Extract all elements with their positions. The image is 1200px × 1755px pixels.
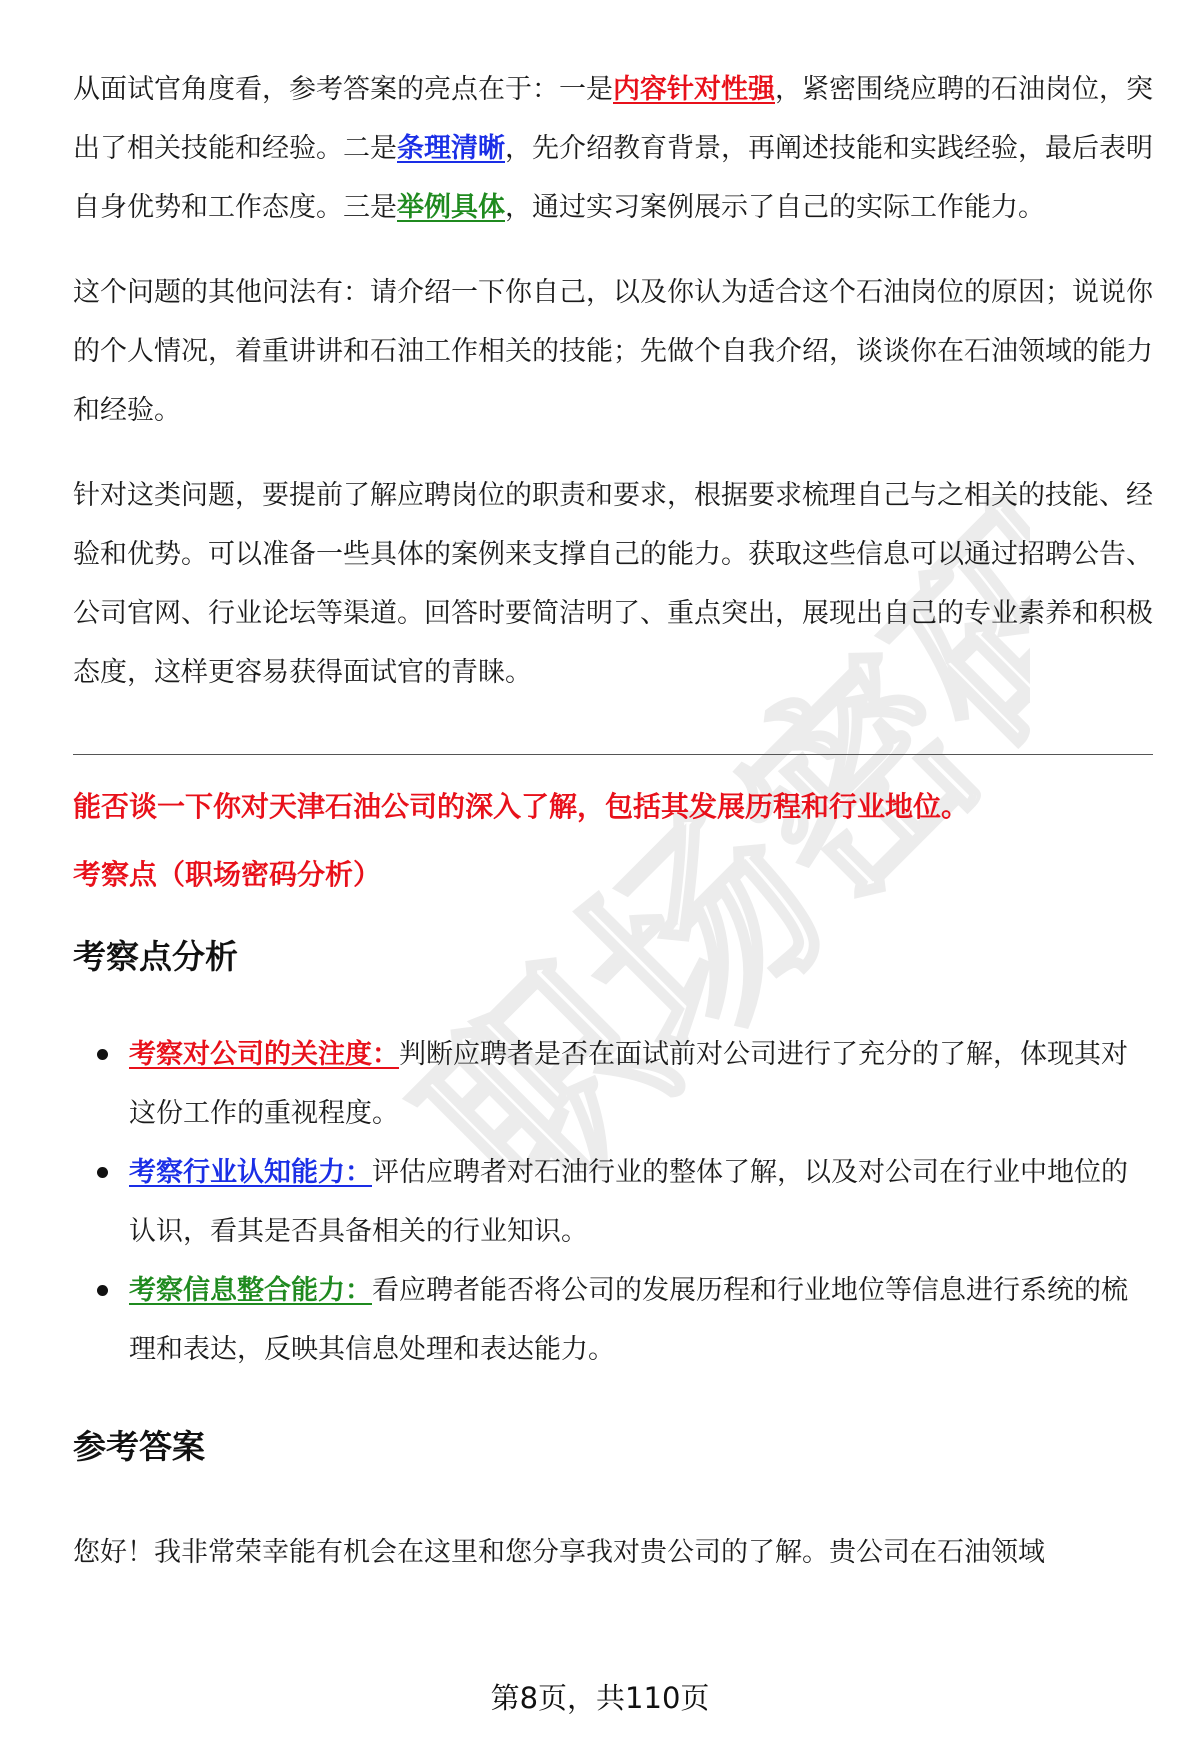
point-text: 评估应聘者对石油行业的整体了解，以及对公司在行业中地位的认识，看其是否具备相关的行业知识。: [129, 1157, 1128, 1247]
bullet-icon: [97, 1049, 108, 1060]
answer-title: 参考答案: [73, 1427, 205, 1466]
intro-paragraph-3: 针对这类问题，要提前了解应聘岗位的职责和要求，根据要求梳理自己与之相关的技能、经验和优势。可以准备一些具体的案例来支撑自己的能力。获取这些信息可以通过招聘公告、公司官网、行业论坛等渠道。回答时要简洁明了、重点突出，展现出自己的专业素养和积极态度，这样更容易获得面试官的青睐。: [73, 480, 1153, 688]
bullet-icon: [97, 1167, 108, 1178]
paragraph-text: 从面试官角度看，参考答案的亮点在于：一是: [73, 74, 613, 105]
highlight-targeted: 内容针对性强: [613, 74, 775, 105]
bullet-icon: [97, 1285, 108, 1296]
answer-paragraph: 您好！我非常荣幸能有机会在这里和您分享我对贵公司的了解。贵公司在石油领域: [73, 1537, 1045, 1568]
analysis-subheading: 考察点（职场密码分析）: [73, 858, 382, 891]
highlight-clear: 条理清晰: [397, 133, 505, 164]
intro-paragraph-2: 这个问题的其他问法有：请介绍一下你自己，以及你认为适合这个石油岗位的原因；说说你的个人情况，着重讲讲和石油工作相关的技能；先做个自我介绍，谈谈你在石油领域的能力和经验。: [73, 277, 1153, 426]
highlight-examples: 举例具体: [397, 192, 505, 223]
point-text: 看应聘者能否将公司的发展历程和行业地位等信息进行系统的梳理和表达，反映其信息处理和表达能力。: [129, 1275, 1128, 1365]
list-item: [73, 1025, 1153, 1143]
analysis-title: 考察点分析: [73, 937, 238, 976]
point-label: 考察对公司的关注度：: [129, 1039, 399, 1070]
interview-question: 能否谈一下你对天津石油公司的深入了解，包括其发展历程和行业地位。: [73, 790, 970, 823]
paragraph-text: ，通过实习案例展示了自己的实际工作能力。: [505, 192, 1045, 223]
paragraph-text: ，紧密围绕应聘的石油岗位，突出了相关技能和经验。二是: [73, 74, 1153, 164]
intro-paragraph-1: [73, 60, 1153, 237]
document-page: [73, 60, 1153, 1608]
point-label: 考察信息整合能力：: [129, 1275, 372, 1306]
point-text: 判断应聘者是否在面试前对公司进行了充分的了解，体现其对这份工作的重视程度。: [129, 1039, 1128, 1129]
paragraph-text: ，先介绍教育背景，再阐述技能和实践经验，最后表明自身优势和工作态度。三是: [73, 133, 1153, 223]
point-label: 考察行业认知能力：: [129, 1157, 372, 1188]
list-item: [73, 1261, 1153, 1379]
page-footer: 第8页，共110页: [490, 1681, 710, 1715]
list-item: [73, 1143, 1153, 1261]
watermark-text: 职场密码: [379, 470, 1030, 1170]
section-divider: [73, 754, 1153, 755]
analysis-points: [73, 1025, 1153, 1379]
